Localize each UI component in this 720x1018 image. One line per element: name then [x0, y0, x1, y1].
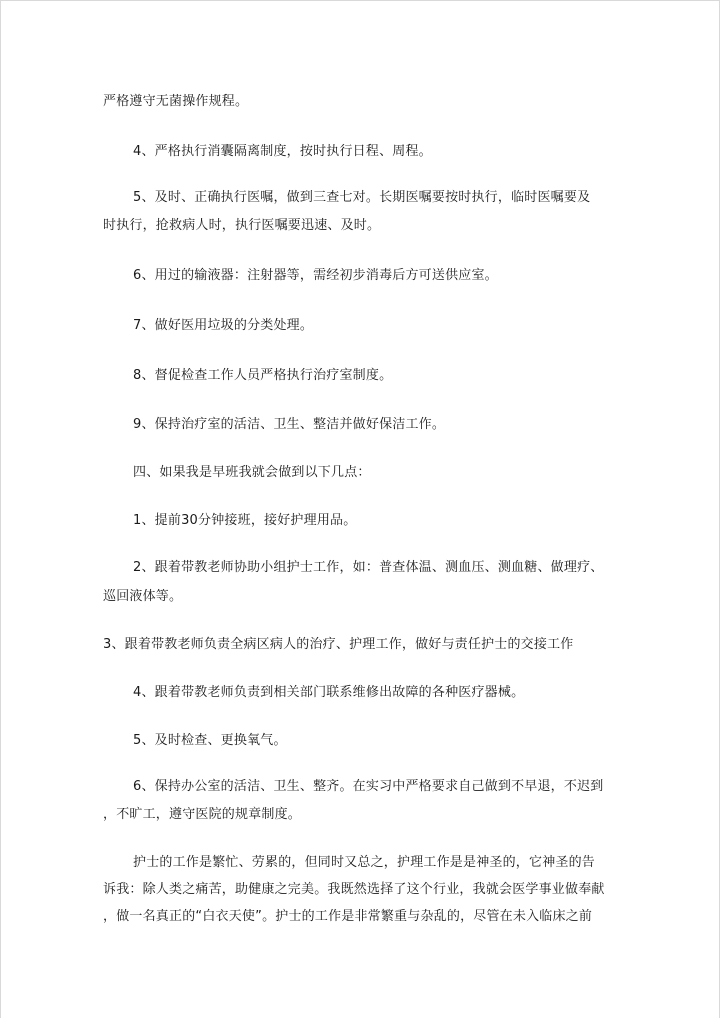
- text-line: 6、保持办公室的活洁、卫生、整齐。在实习中严格要求自己做到不早退，不迟到: [133, 779, 604, 794]
- text-line: 5、及时检查、更换氧气。: [133, 733, 287, 748]
- text-line: 诉我：除人类之痛苦，助健康之完美。我既然选择了这个行业，我就会医学事业做奉献: [103, 882, 605, 897]
- page-border-top: [0, 0, 720, 1]
- text-line: 严格遵守无菌操作规程。: [103, 94, 249, 109]
- text-line: ，不旷工，遵守医院的规章制度。: [103, 807, 302, 822]
- text-line: 1、提前30分钟接班，接好护理用品。: [133, 513, 357, 528]
- page-border-left: [0, 0, 1, 1018]
- text-line: 护士的工作是繁忙、劳累的，但同时又总之，护理工作是是神圣的，它神圣的告: [133, 855, 596, 870]
- text-line: 8、督促检查工作人员严格执行治疗室制度。: [133, 368, 393, 383]
- text-line: 4、跟着带教老师负责到相关部门联系维修出故障的各种医疗器械。: [133, 685, 525, 700]
- text-line: 2、跟着带教老师协助小组护士工作，如：普查体温、测血压、测血糖、做理疗、: [133, 560, 604, 575]
- text-line: 巡回液体等。: [103, 589, 183, 604]
- text-line: 5、及时、正确执行医嘱，做到三查七对。长期医嘱要按时执行，临时医嘱要及: [133, 190, 591, 205]
- text-line: 4、严格执行消囊隔离制度，按时执行日程、周程。: [133, 144, 432, 159]
- text-line: 四、如果我是早班我就会做到以下几点：: [133, 465, 371, 480]
- text-line: 时执行，抢救病人时，执行医嘱要迅速、及时。: [103, 218, 381, 233]
- text-line: 6、用过的输液器：注射器等，需经初步消毒后方可送供应室。: [133, 268, 498, 283]
- text-line: 3、跟着带教老师负责全病区病人的治疗、护理工作，做好与责任护士的交接工作: [103, 637, 574, 652]
- text-line: 9、保持治疗室的活洁、卫生、整洁并做好保洁工作。: [133, 417, 446, 432]
- text-line: ，做一名真正的“白衣天使”。护士的工作是非常繁重与杂乱的，尽管在未入临床之前: [103, 909, 593, 924]
- text-line: 7、做好医用垃圾的分类处理。: [133, 318, 314, 333]
